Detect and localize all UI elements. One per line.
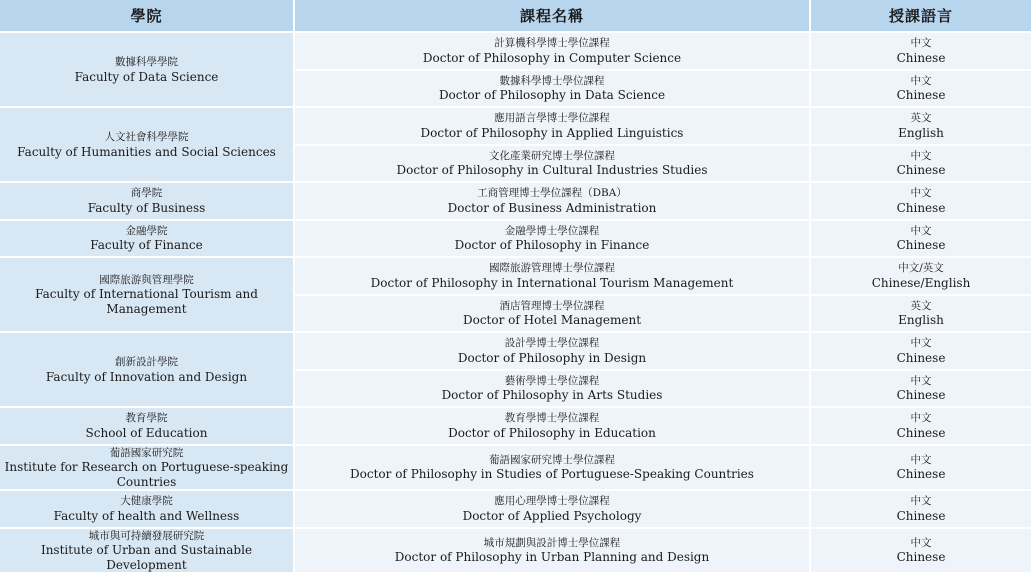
program-name-en: Doctor of Hotel Management <box>462 313 642 328</box>
language-zh: 中文 <box>910 453 932 466</box>
language-cell <box>810 70 1032 108</box>
faculty-name-zh: 城市與可持續發展研究院 <box>88 529 205 542</box>
language-en: Chinese <box>896 88 946 103</box>
language-cell <box>810 107 1032 145</box>
program-cell <box>294 528 810 574</box>
program-name-zh: 計算機科學博士學位課程 <box>494 37 610 50</box>
program-cell <box>294 295 810 333</box>
program-cell <box>294 182 810 220</box>
language-en: Chinese <box>896 508 946 523</box>
table-row <box>0 445 1032 491</box>
program-cell <box>294 32 810 70</box>
program-name-en: Doctor of Business Administration <box>447 200 657 215</box>
program-name-en: Doctor of Philosophy in Arts Studies <box>441 388 663 403</box>
table-row <box>0 182 1032 220</box>
program-name-zh: 應用語言學博士學位課程 <box>494 112 610 125</box>
faculty-name-en: Faculty of Finance <box>90 238 203 253</box>
faculty-name-en: Faculty of Humanities and Social Sciences <box>17 144 276 159</box>
language-en: Chinese <box>896 425 946 440</box>
program-name-en: Doctor of Philosophy in Design <box>457 350 647 365</box>
program-name-zh: 數據科學博士學位課程 <box>499 74 605 87</box>
faculty-name-zh: 創新設計學院 <box>115 356 178 368</box>
language-cell <box>810 528 1032 574</box>
program-name-zh: 應用心理學博士學位課程 <box>494 495 610 508</box>
language-cell <box>810 182 1032 220</box>
program-name-en: Doctor of Philosophy in Computer Science <box>422 50 682 65</box>
faculty-name-en: Faculty of health and Wellness <box>53 508 240 523</box>
table-row <box>0 407 1032 445</box>
program-name-zh: 葡語國家研究博士學位課程 <box>489 453 615 466</box>
language-en: English <box>898 313 944 328</box>
faculty-name-en: Faculty of Innovation and Design <box>45 369 248 384</box>
program-name-en: Doctor of Philosophy in Education <box>448 425 656 440</box>
table-row <box>0 332 1032 370</box>
header-language: 授課語言 <box>810 0 1032 32</box>
program-name-en: Doctor of Philosophy in Urban Planning and Design <box>394 550 710 565</box>
faculty-cell <box>0 490 294 528</box>
table-row <box>0 107 1032 145</box>
faculty-name-zh: 國際旅游與管理學院 <box>99 273 194 286</box>
faculty-name-en: Institute for Research on Portuguese-speaking Countries <box>4 460 289 489</box>
language-cell <box>810 145 1032 183</box>
faculty-name-zh: 商學院 <box>130 187 163 200</box>
language-zh: 中文 <box>910 495 932 508</box>
header-faculty: 學院 <box>0 0 294 32</box>
language-zh: 中文 <box>910 37 932 50</box>
language-zh: 中文 <box>910 536 932 549</box>
program-name-en: Doctor of Philosophy in International Tourism Management <box>370 275 734 290</box>
language-cell <box>810 407 1032 445</box>
program-name-zh: 酒店管理博士學位課程 <box>499 299 605 312</box>
table-row <box>0 32 1032 70</box>
language-en: Chinese <box>896 550 946 565</box>
faculty-cell <box>0 332 294 407</box>
language-en: Chinese/English <box>871 275 971 290</box>
language-zh: 中文 <box>910 374 932 387</box>
faculty-name-zh: 葡語國家研究院 <box>109 446 184 459</box>
language-zh: 中文/英文 <box>898 262 944 275</box>
program-name-zh: 工商管理博士學位課程（DBA） <box>477 187 627 200</box>
faculty-cell <box>0 107 294 182</box>
language-cell <box>810 445 1032 491</box>
language-en: Chinese <box>896 467 946 482</box>
program-name-zh: 城市規劃與設計博士學位課程 <box>483 536 621 549</box>
language-zh: 中文 <box>910 412 932 425</box>
faculty-cell <box>0 220 294 258</box>
program-cell <box>294 145 810 183</box>
language-en: English <box>898 125 944 140</box>
program-cell <box>294 445 810 491</box>
faculty-name-zh: 數據科學學院 <box>115 56 178 68</box>
table-row <box>0 257 1032 295</box>
program-name-zh: 文化產業研究博士學位課程 <box>489 149 615 162</box>
language-cell <box>810 32 1032 70</box>
language-zh: 中文 <box>910 149 932 162</box>
language-zh: 英文 <box>910 112 932 125</box>
program-name-en: Doctor of Philosophy in Applied Linguistics <box>420 125 684 140</box>
faculty-cell <box>0 257 294 332</box>
language-cell <box>810 370 1032 408</box>
program-name-zh: 金融學博士學位課程 <box>504 224 600 237</box>
faculty-name-zh: 大健康學院 <box>120 495 173 508</box>
program-cell <box>294 70 810 108</box>
faculty-name-zh: 教育學院 <box>125 412 168 425</box>
faculty-name-zh: 人文社會科學學院 <box>104 131 189 143</box>
faculty-name-en: School of Education <box>85 425 208 440</box>
language-zh: 中文 <box>910 224 932 237</box>
language-cell <box>810 257 1032 295</box>
table-row <box>0 220 1032 258</box>
faculty-name-en: Faculty of International Tourism and Management <box>35 287 258 316</box>
program-cell <box>294 407 810 445</box>
language-zh: 中文 <box>910 337 932 350</box>
faculty-cell <box>0 528 294 574</box>
program-name-zh: 國際旅游管理博士學位課程 <box>489 262 615 275</box>
program-name-en: Doctor of Philosophy in Cultural Industries Studies <box>396 163 708 178</box>
faculty-cell <box>0 32 294 107</box>
language-en: Chinese <box>896 200 946 215</box>
program-cell <box>294 332 810 370</box>
program-name-en: Doctor of Applied Psychology <box>462 508 642 523</box>
faculty-name-en: Institute of Urban and Sustainable Development <box>40 543 253 572</box>
program-name-en: Doctor of Philosophy in Finance <box>454 238 650 253</box>
language-en: Chinese <box>896 350 946 365</box>
language-en: Chinese <box>896 388 946 403</box>
program-cell <box>294 107 810 145</box>
program-name-zh: 設計學博士學位課程 <box>504 337 600 350</box>
table-row <box>0 490 1032 528</box>
faculty-cell <box>0 407 294 445</box>
header-row <box>0 0 1032 32</box>
program-name-en: Doctor of Philosophy in Data Science <box>438 88 666 103</box>
language-en: Chinese <box>896 238 946 253</box>
language-zh: 英文 <box>910 299 932 312</box>
language-zh: 中文 <box>910 187 932 200</box>
language-en: Chinese <box>896 163 946 178</box>
program-cell <box>294 220 810 258</box>
faculty-name-en: Faculty of Business <box>87 200 206 215</box>
faculty-cell <box>0 182 294 220</box>
program-cell <box>294 490 810 528</box>
faculty-cell <box>0 445 294 491</box>
language-zh: 中文 <box>910 74 932 87</box>
language-cell <box>810 220 1032 258</box>
program-cell <box>294 257 810 295</box>
language-cell <box>810 295 1032 333</box>
language-cell <box>810 332 1032 370</box>
program-name-zh: 教育學博士學位課程 <box>504 412 600 425</box>
table-body <box>0 32 1032 573</box>
header-program: 課程名稱 <box>294 0 810 32</box>
program-name-zh: 藝術學博士學位課程 <box>504 374 600 387</box>
table-row <box>0 528 1032 574</box>
faculty-name-en: Faculty of Data Science <box>74 69 219 84</box>
program-cell <box>294 370 810 408</box>
program-name-en: Doctor of Philosophy in Studies of Portuguese-Speaking Countries <box>350 467 754 482</box>
faculty-name-zh: 金融學院 <box>125 224 168 237</box>
language-en: Chinese <box>896 50 946 65</box>
language-cell <box>810 490 1032 528</box>
